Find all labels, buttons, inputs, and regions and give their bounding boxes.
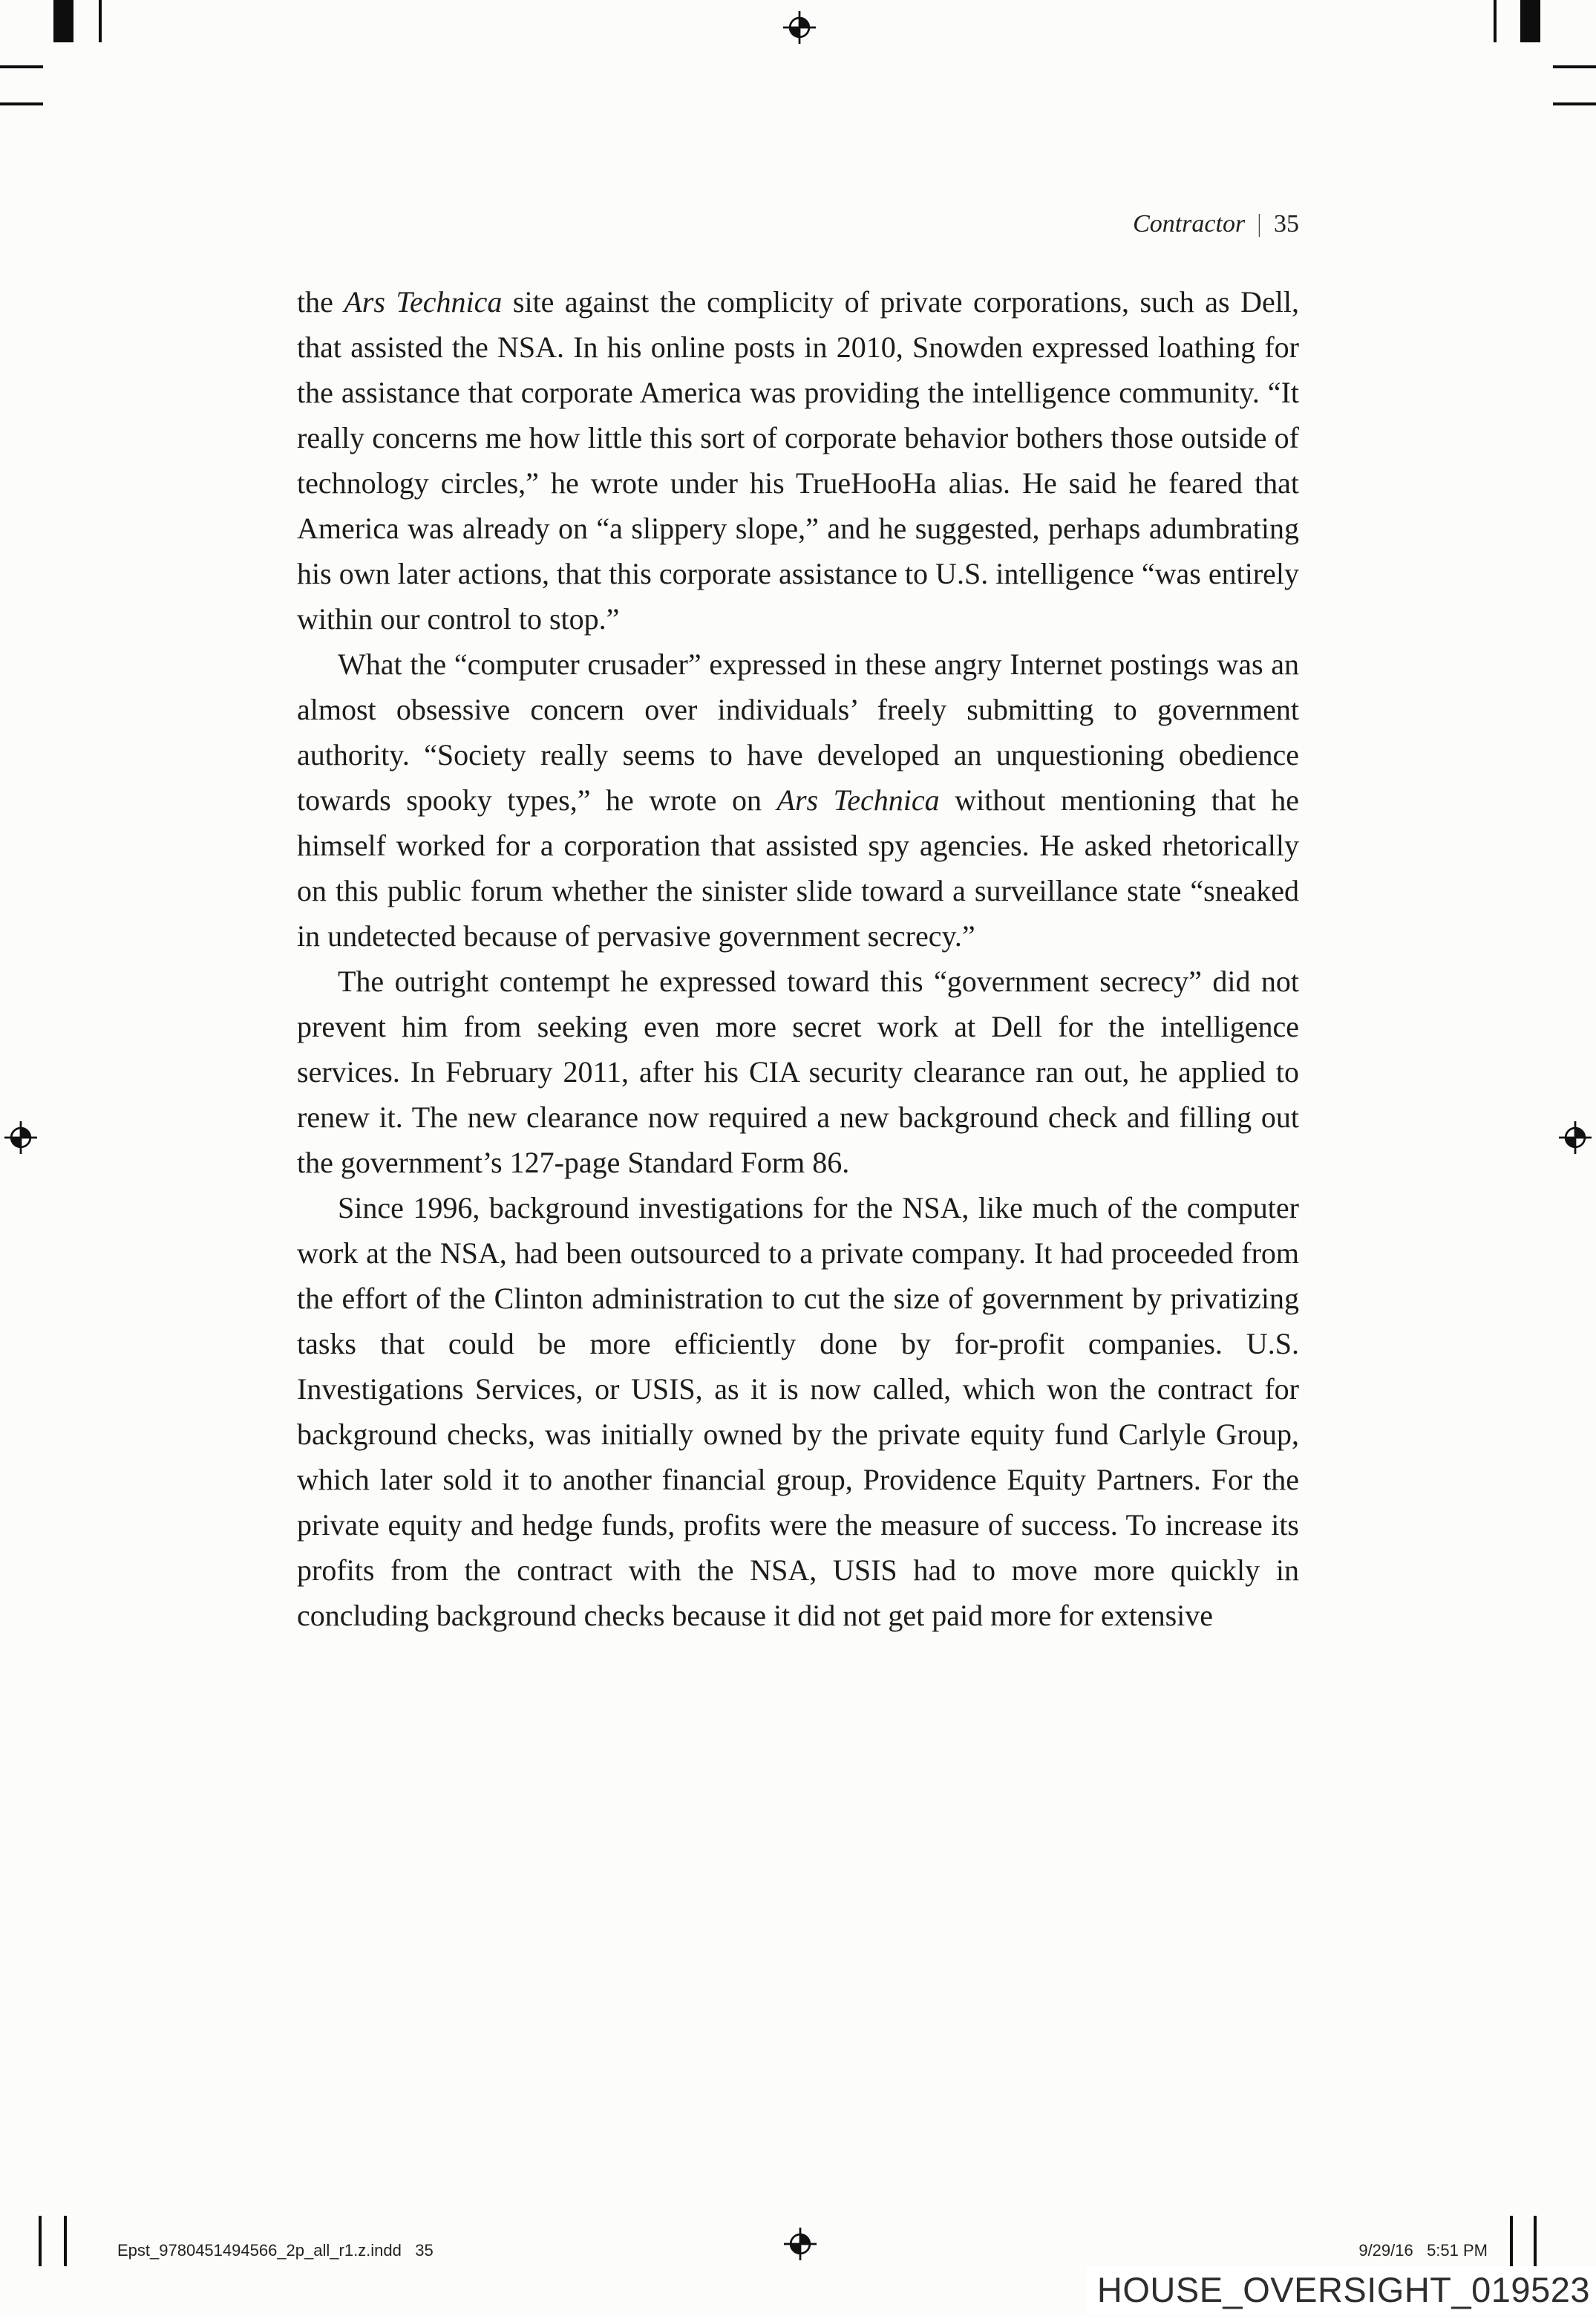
- crop-mark-bottom-left-tick-2: [64, 2216, 67, 2266]
- text-run: Since 1996, background investigations for the NSA, like much of the computer work at the NSA, had been outsourced to a private company. It had proceeded from the effort of the Clinton administration to cut the size of government by privatizing tasks that could be more efficiently done by for-profit companies. U.S. Investigations Services, or USIS, as it is now called, which won the contract for background checks, was initially owned by the private equity fund Carlyle Group, which later sold it to another financial group, Providence Equity Partners. For the private equity and hedge funds, profits were the measure of success. To increase its profits from the contract with the NSA, USIS had to move more quickly in concluding background checks because it did not get paid more for extensive: [297, 1191, 1299, 1632]
- paragraph: [297, 1185, 1299, 1638]
- crop-mark-left-upper-line: [0, 65, 43, 68]
- crop-mark-bottom-right-tick-2: [1534, 2216, 1537, 2266]
- footer-timestamp: 9/29/16 5:51 PM: [1358, 2241, 1488, 2260]
- crop-mark-top-left-line: [99, 0, 102, 42]
- italic-text: Ars Technica: [776, 783, 940, 817]
- paragraph: [297, 279, 1299, 642]
- running-head-title: Contractor: [1133, 210, 1246, 238]
- text-run: without mentioning that he himself worked for a corporation that assisted spy agencies. He asked rhetorically on this public forum whether the sinister slide toward a surveillance state “sneaked in undetected because of pervasive government secrecy.”: [297, 783, 1300, 953]
- registration-mark-icon: [4, 1121, 37, 1154]
- text-run: site against the complicity of private corporations, such as Dell, that assisted the NSA. In his online posts in 2010, Snowden expressed loathing for the assistance that corporate America was providing the intelligence community. “It really concerns me how little this sort of corporate behavior bothers those outside of technology circles,” he wrote under his TrueHooHa alias. He said he feared that America was already on “a slippery slope,” and he suggested, perhaps adumbrating his own later actions, that this corporate assistance to U.S. intelligence “was entirely within our control to stop.”: [297, 285, 1299, 636]
- running-head-separator: |: [1257, 210, 1261, 238]
- text-run: The outright contempt he expressed toward this “government secrecy” did not prevent him from seeking even more secret work at Dell for the intelligence services. In February 2011, after his CIA security clearance ran out, he applied to renew it. The new clearance now required a new background check and filling out the government’s 127-page Standard Form 86.: [297, 965, 1299, 1179]
- crop-mark-right-upper-line: [1553, 65, 1596, 68]
- text-run: What the “computer crusader” expressed in these angry Internet postings was an almost obsessive concern over individuals’ freely submitting to government authority. “Society really seems to have developed an unquestioning obedience towards spooky types,” he wrote on: [297, 647, 1299, 817]
- italic-text: Ars Technica: [344, 285, 503, 319]
- registration-mark-icon: [783, 11, 816, 44]
- paragraph: [297, 959, 1299, 1185]
- crop-mark-left-lower-line: [0, 102, 43, 105]
- paragraph: [297, 642, 1299, 959]
- registration-mark-icon: [1559, 1121, 1592, 1154]
- watermark: HOUSE_OVERSIGHT_019523: [1087, 2266, 1596, 2315]
- body-text-column: [297, 279, 1299, 1638]
- page-number: 35: [1274, 210, 1299, 238]
- crop-mark-top-right-bar: [1520, 0, 1540, 42]
- crop-mark-top-left-bar: [53, 0, 73, 42]
- registration-mark-icon: [784, 2228, 817, 2260]
- footer-filename: Epst_9780451494566_2p_all_r1.z.indd 35: [117, 2241, 434, 2260]
- running-head: [297, 209, 1299, 239]
- crop-mark-top-right-line: [1494, 0, 1497, 42]
- crop-mark-bottom-left-tick-1: [39, 2216, 42, 2266]
- crop-mark-right-lower-line: [1553, 102, 1596, 105]
- crop-mark-bottom-right-tick-1: [1510, 2216, 1513, 2266]
- text-run: the: [297, 285, 344, 319]
